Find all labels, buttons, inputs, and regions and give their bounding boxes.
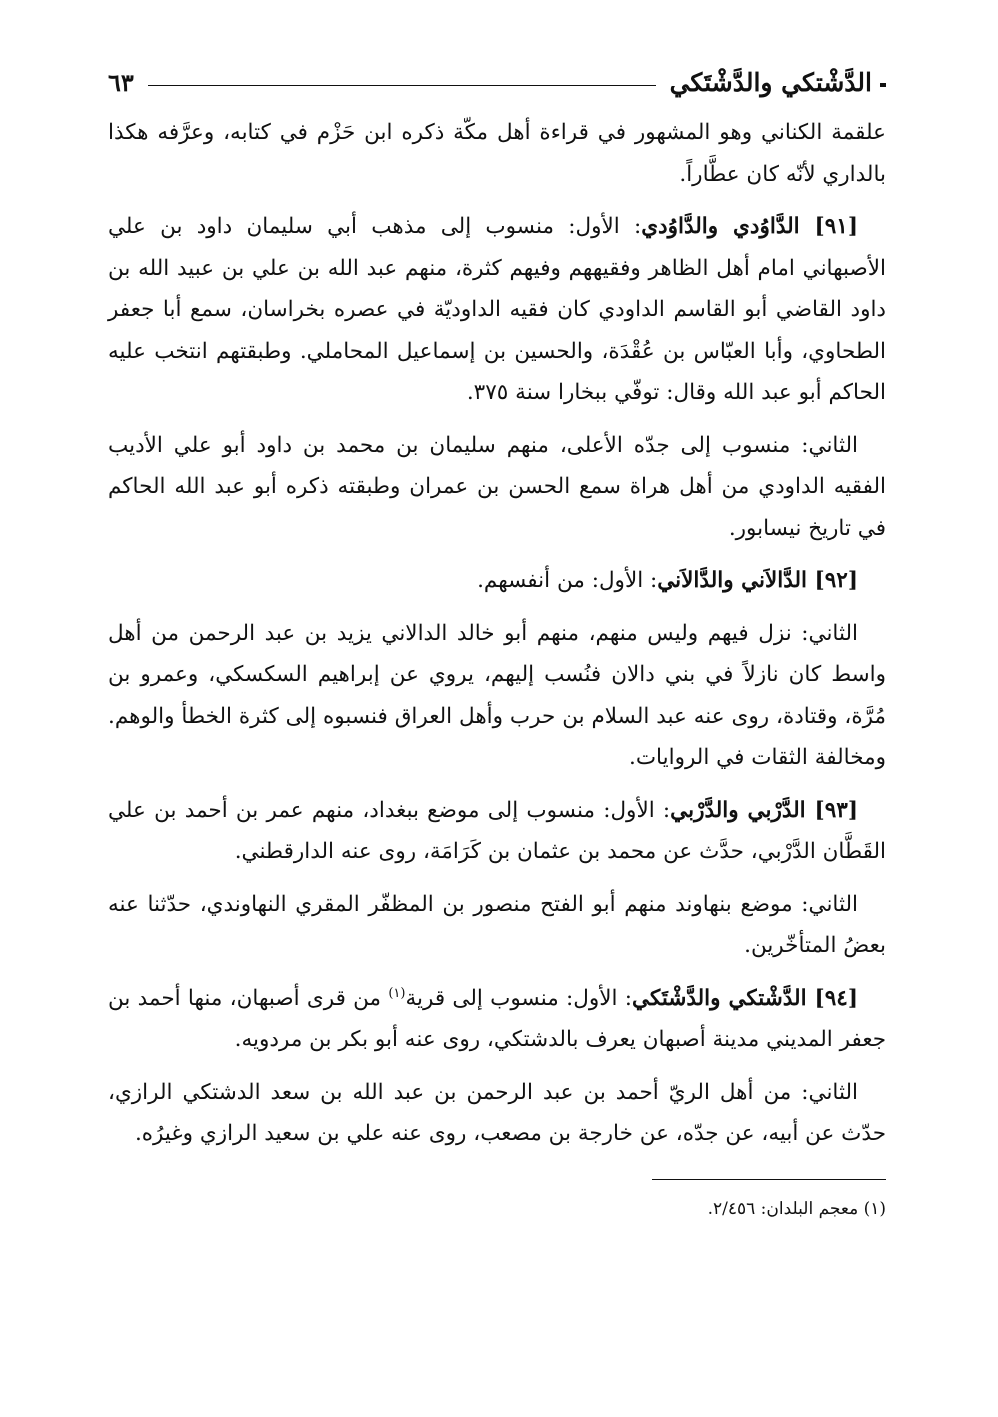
header-rule xyxy=(148,85,656,86)
entry-93-text: : الأول: منسوب إلى موضع ببغداد، منهم عمر بن أحمد بن علي القَطَّان الدَّرْبي، حدَّث عن محمد بن عثمان بن كَرَامَة، روى عنه الدارقطني. xyxy=(108,797,886,864)
entry-94-heading: [٩٤] الدَّشْتكي والدَّشْتَكي xyxy=(632,985,858,1011)
footnote-rule xyxy=(652,1179,886,1180)
entry-92-heading: [٩٢] الدَّالاَني والدَّالاَني xyxy=(657,568,858,593)
entry-93-heading: [٩٣] الدَّرْبي والدَّرْبي xyxy=(670,797,858,823)
entry-94 xyxy=(108,978,886,1061)
entry-92 xyxy=(108,560,886,602)
footnote: (١) معجم البلدان: ٢/٤٥٦. xyxy=(707,1198,886,1219)
running-title: الدَّشْتكي والدَّشْتَكي xyxy=(670,68,886,97)
entry-91-text: : الأول: منسوب إلى مذهب أبي سليمان داود بن علي الأصبهاني امام أهل الظاهر وفقيههم وفيهم كثرة، منهم عبد الله بن علي بن عبيد الله بن داود القاضي أبو القاسم الداودي كان فقيه الداوديّة في عصره بخراسان، سمع أبا جعفر الطحاوي، وأبا العبّاس بن عُقْدَة، والحسين بن إسماعيل المحاملي. وطبقتهم انتخب عليه الحاكم أبو عبد الله وقال: توفّي ببخارا سنة ٣٧٥. xyxy=(108,214,886,405)
entry-94-text-before: : الأول: منسوب إلى قرية xyxy=(405,985,633,1011)
entry-94-second: الثاني: من أهل الريّ أحمد بن عبد الرحمن بن عبد الله بن سعد الدشتكي الرازي، حدّث عن أبيه، عن جدّه، عن خارجة بن مصعب، روى عنه علي بن سعيد الرازي وغيرُه. xyxy=(108,1079,886,1146)
running-header xyxy=(108,64,886,100)
entry-91 xyxy=(108,206,886,414)
entry-93-second: الثاني: موضع بنهاوند منهم أبو الفتح منصور بن المظفّر المقري النهاوندي، حدّثنا عنه بعضُ المتأخّرين. xyxy=(108,891,886,958)
entry-91-second: الثاني: منسوب إلى جدّه الأعلى، منهم سليمان بن محمد بن داود أبو علي الأديب الفقيه الداودي من أهل هراة سمع الحسن بن عمران وطبقته ذكره أبو عبد الله الحاكم في تاريخ نيسابور. xyxy=(108,432,886,541)
entry-92-text: : الأول: من أنفسهم. xyxy=(477,568,658,593)
book-page xyxy=(108,64,886,1224)
entry-93 xyxy=(108,790,886,873)
page-number: ٦٣ xyxy=(108,67,134,97)
footnote-marker: (١) xyxy=(388,985,406,1001)
paragraph-continuation: علقمة الكناني وهو المشهور في قراءة أهل مكّة ذكره ابن حَزْم في كتابه، وعرَّفه هكذا بالداري لأنّه كان عطَّاراً. xyxy=(108,120,886,187)
entry-91-heading: [٩١] الدَّاوُدي والدَّاوُدي xyxy=(641,214,858,239)
entry-92-second: الثاني: نزل فيهم وليس منهم، منهم أبو خالد الدالاني يزيد بن عبد الرحمن من أهل واسط كان نازلاً في بني دالان فنُسب إليهم، يروي عن إبراهيم السكسكي، وعمرو بن مُرَّة، وقتادة، روى عنه عبد السلام بن حرب وأهل العراق فنسبوه إلى كثرة الخطأ والوهم. ومخالفة الثقات في الروايات. xyxy=(108,620,886,770)
entry-94-text-after: من قرى أصبهان، منها أحمد بن جعفر المديني مدينة أصبهان يعرف بالدشتكي، روى عنه أبو بكر بن مردويه. xyxy=(108,985,886,1052)
page-body xyxy=(108,112,886,1155)
